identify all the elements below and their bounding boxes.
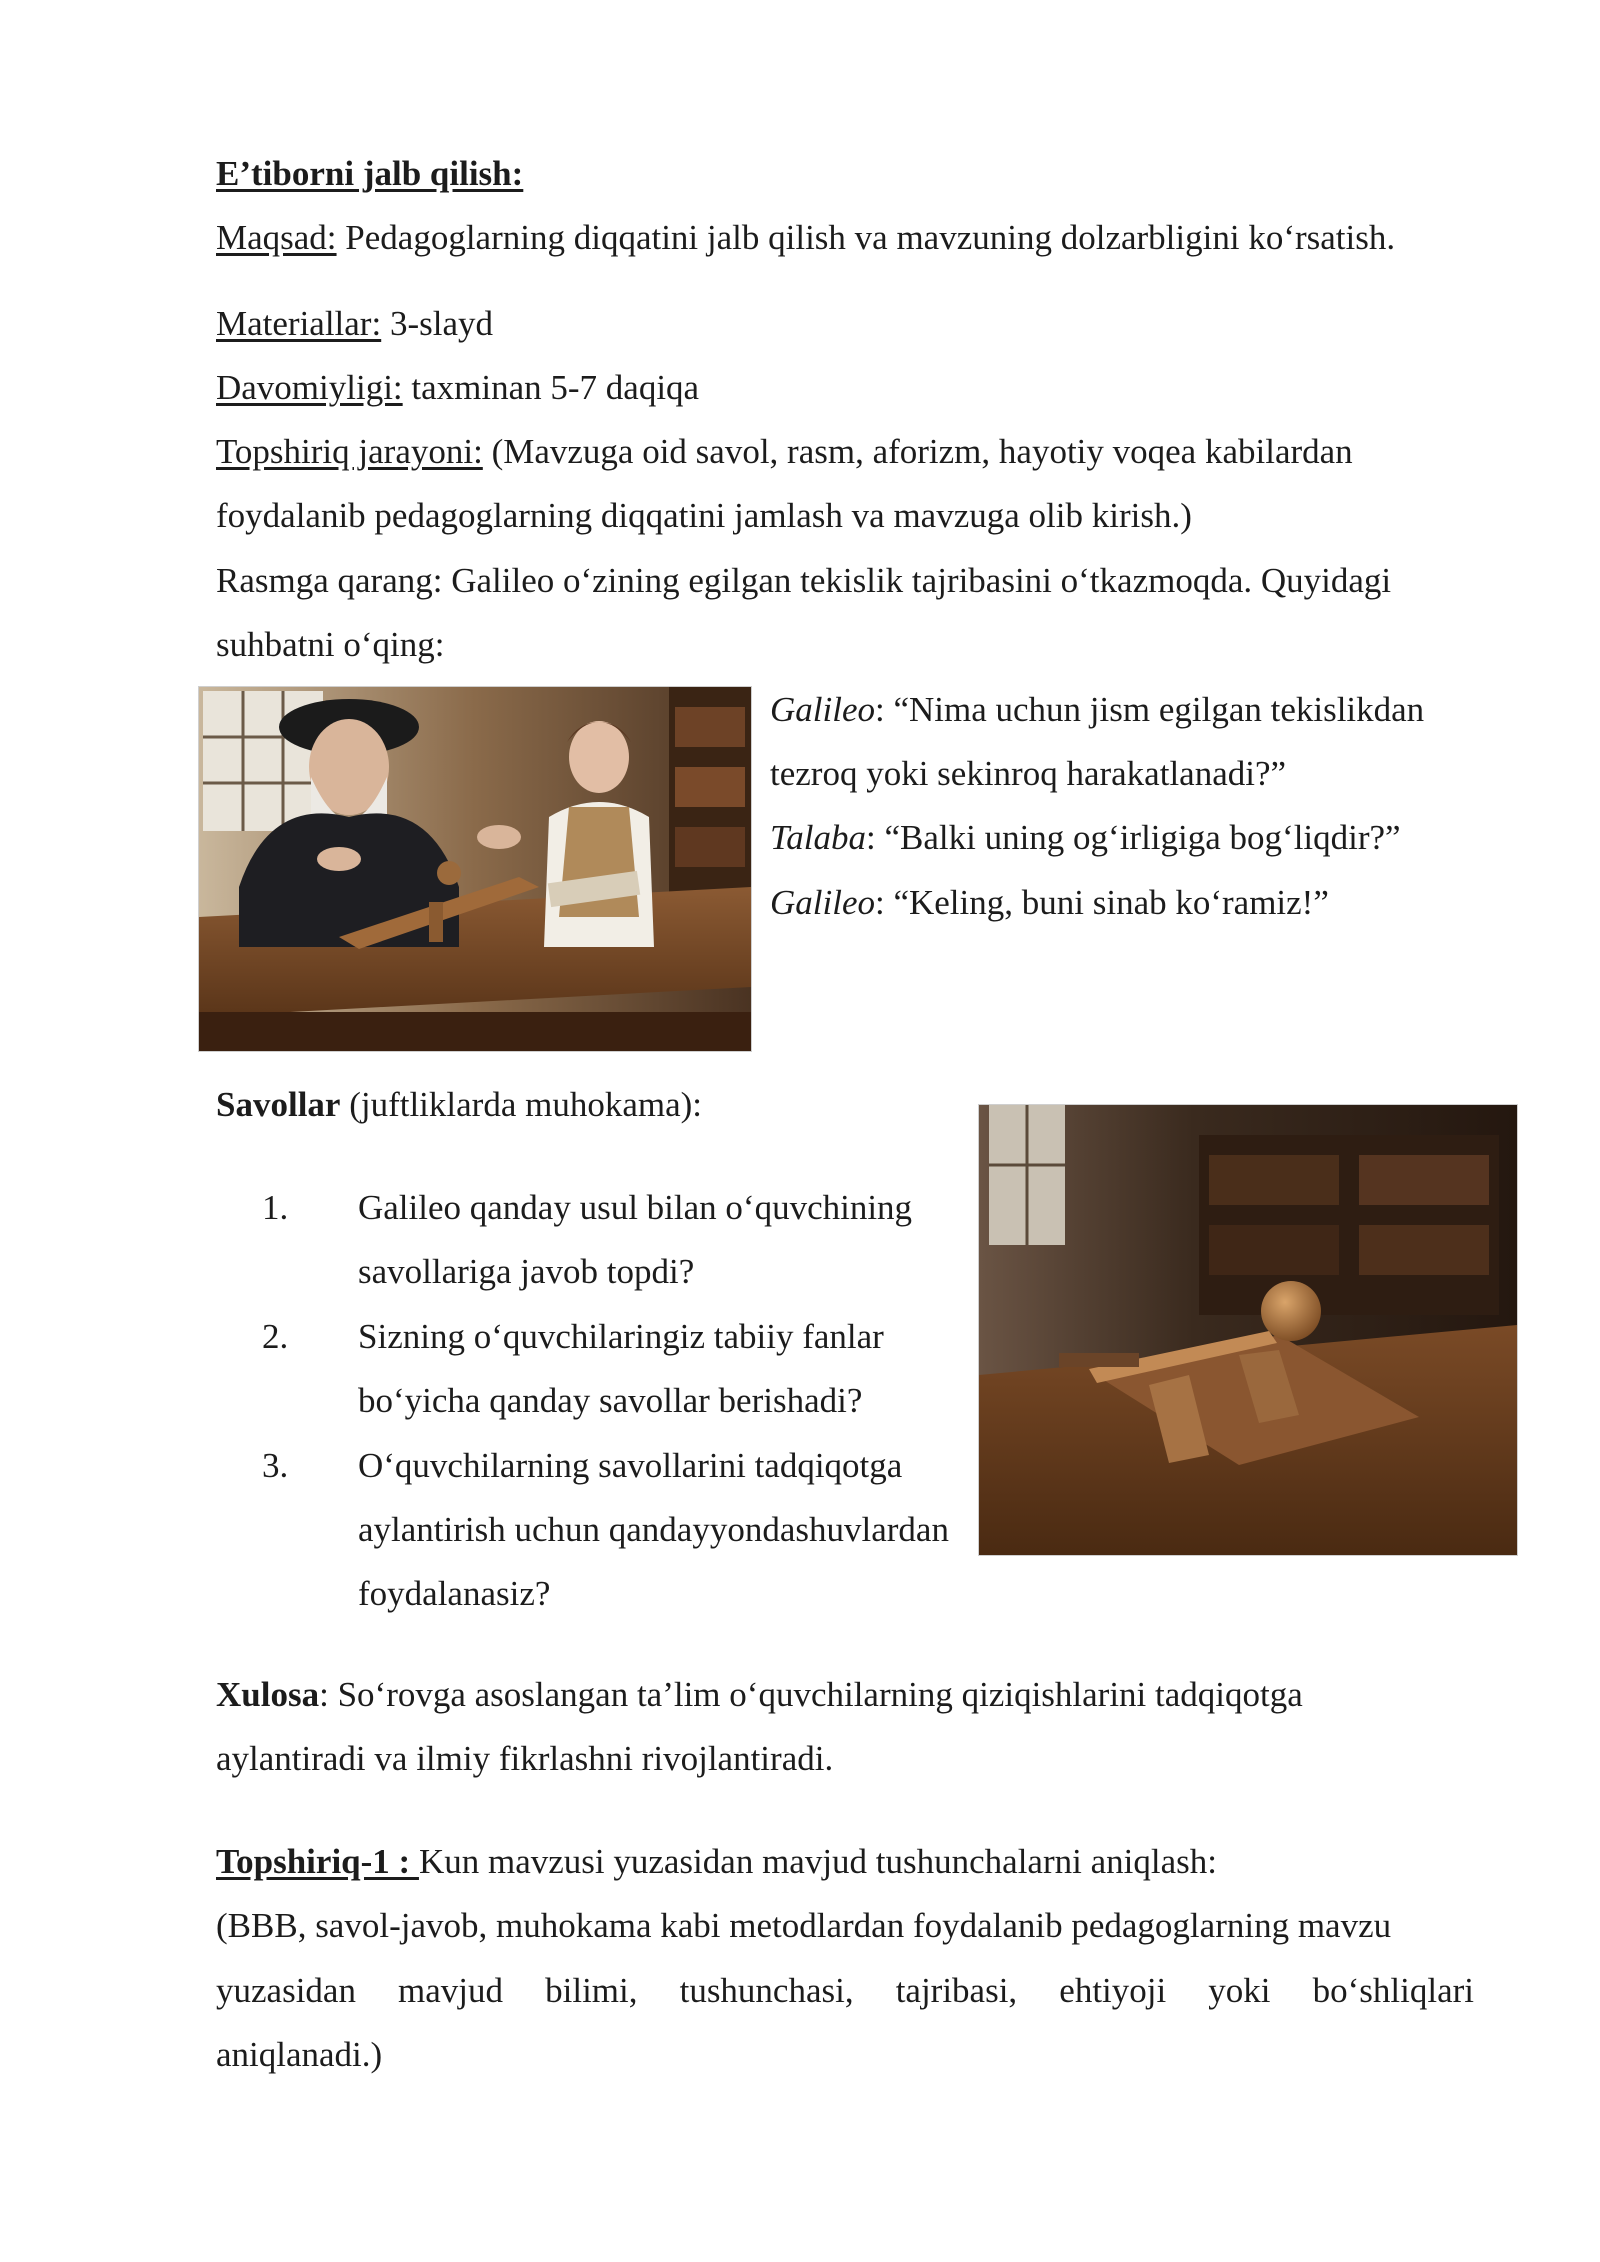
dialog-text-3: : “Keling, buni sinab ko‘ramiz!” <box>874 883 1329 922</box>
topshiriq-jarayoni-line-2: foydalanib pedagoglarning diqqatini jamlash va mavzuga olib kirish.) <box>216 496 1192 535</box>
galileo-scene-image <box>198 686 752 1052</box>
section-heading: E’tiborni jalb qilish: <box>216 154 524 193</box>
inclined-plane-image <box>978 1104 1518 1556</box>
list-number: 1. <box>262 1188 289 1227</box>
xulosa-line-2: aylantiradi va ilmiy fikrlashni rivojlantiradi. <box>216 1739 834 1778</box>
materiallar-text: 3-slayd <box>381 304 493 343</box>
maqsad-text: Pedagoglarning diqqatini jalb qilish va mavzuning dolzarbligini ko‘rsatish. <box>336 218 1396 257</box>
davomiyligi-line <box>216 366 699 410</box>
savollar-heading <box>216 1083 702 1127</box>
list-number: 3. <box>262 1446 289 1485</box>
list-item-text: aylantirish uchun qandayyondashuvlardan <box>358 1510 949 1549</box>
speaker-talaba: Talaba <box>770 818 866 857</box>
list-number: 2. <box>262 1317 289 1356</box>
davomiyligi-label: Davomiyligi: <box>216 368 403 407</box>
materiallar-label: Materiallar: <box>216 304 382 343</box>
materiallar-line <box>216 302 493 346</box>
speaker-galileo-1: Galileo <box>770 690 875 729</box>
list-item-text: bo‘yicha qanday savollar berishadi? <box>358 1381 863 1420</box>
list-item-text: savollariga javob topdi? <box>358 1252 695 1291</box>
rasm-instruction-line-2: suhbatni o‘qing: <box>216 625 445 664</box>
dialog-line-1 <box>770 688 1424 732</box>
maqsad-line <box>216 216 1395 260</box>
topshiriq1-paragraph-line-2: yuzasidan mavjud bilimi, tushunchasi, tajribasi, ehtiyoji yoki bo‘shliqlari <box>216 1971 1474 2010</box>
topshiriq-jarayoni-line <box>216 430 1353 474</box>
list-item-text: foydalanasiz? <box>358 1574 551 1613</box>
savollar-label: Savollar <box>216 1085 341 1124</box>
topshiriq1-paragraph-line-1: (BBB, savol-javob, muhokama kabi metodlardan foydalanib pedagoglarning mavzu <box>216 1906 1392 1945</box>
dialog-line-2 <box>770 816 1401 860</box>
davomiyligi-text: taxminan 5-7 daqiqa <box>402 368 700 407</box>
topshiriq-jarayoni-label: Topshiriq jarayoni: <box>216 432 483 471</box>
dialog-line-3 <box>770 881 1329 925</box>
topshiriq1-paragraph-line-3: aniqlanadi.) <box>216 2035 383 2074</box>
dialog-text-2: : “Balki uning og‘irligiga bog‘liqdir?” <box>865 818 1401 857</box>
question-list <box>216 1186 956 1626</box>
topshiriq1-label: Topshiriq-1 : <box>216 1842 419 1881</box>
maqsad-label: Maqsad: <box>216 218 337 257</box>
speaker-galileo-2: Galileo <box>770 883 875 922</box>
topshiriq1-heading <box>216 1840 1217 1884</box>
xulosa-line-1 <box>216 1673 1303 1717</box>
list-item-text: O‘quvchilarning savollarini tadqiqotga <box>358 1446 903 1485</box>
dialog-text-1: : “Nima uchun jism egilgan tekislikdan <box>874 690 1425 729</box>
list-item-text: Galileo qanday usul bilan o‘quvchining <box>358 1188 913 1227</box>
rasm-instruction-line-1: Rasmga qarang: Galileo o‘zining egilgan tekislik tajribasini o‘tkazmoqda. Quyidagi <box>216 561 1392 600</box>
xulosa-label: Xulosa <box>216 1675 320 1714</box>
dialog-line-1b: tezroq yoki sekinroq harakatlanadi?” <box>770 754 1287 793</box>
xulosa-text: : So‘rovga asoslangan ta’lim o‘quvchilarning qiziqishlarini tadqiqotga <box>319 1675 1303 1714</box>
savollar-label-rest: (juftliklarda muhokama): <box>340 1085 703 1124</box>
topshiriq-jarayoni-text: (Mavzuga oid savol, rasm, aforizm, hayotiy voqea kabilardan <box>482 432 1353 471</box>
list-item-text: Sizning o‘quvchilaringiz tabiiy fanlar <box>358 1317 884 1356</box>
topshiriq1-text: Kun mavzusi yuzasidan mavjud tushunchalarni aniqlash: <box>418 1842 1217 1881</box>
